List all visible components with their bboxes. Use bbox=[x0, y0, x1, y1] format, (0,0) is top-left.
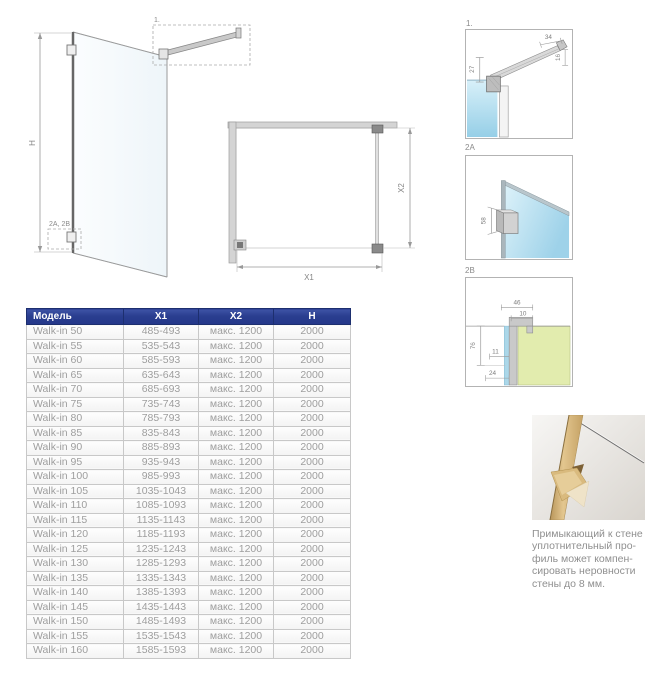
dim-label-h: H bbox=[28, 140, 37, 146]
table-row bbox=[27, 412, 351, 427]
table-cell: 1585-1593 bbox=[124, 644, 199, 659]
profile-flange bbox=[509, 317, 533, 326]
table-cell: 2000 bbox=[274, 586, 351, 601]
table-row bbox=[27, 528, 351, 543]
table-cell: макс. 1200 bbox=[199, 600, 274, 615]
dim-34: 34 bbox=[544, 33, 552, 41]
header-h: H bbox=[274, 309, 351, 325]
dim-11: 11 bbox=[492, 348, 499, 356]
table-cell: Walk-in 155 bbox=[27, 629, 124, 644]
table-cell: 2000 bbox=[274, 383, 351, 398]
table-cell: 2000 bbox=[274, 397, 351, 412]
dim-16: 16 bbox=[555, 53, 563, 62]
header-model: Модель bbox=[27, 309, 124, 325]
table-row bbox=[27, 484, 351, 499]
table-cell: макс. 1200 bbox=[199, 499, 274, 514]
table-cell: макс. 1200 bbox=[199, 368, 274, 383]
profile-photo bbox=[532, 415, 645, 520]
table-cell: Walk-in 90 bbox=[27, 441, 124, 456]
wall-bracket-bottom bbox=[67, 232, 76, 242]
detail-marker-2a2b: 2A, 2B bbox=[49, 221, 71, 228]
table-cell: 1385-1393 bbox=[124, 586, 199, 601]
table-cell: 635-643 bbox=[124, 368, 199, 383]
table-cell: Walk-in 80 bbox=[27, 412, 124, 427]
table-row bbox=[27, 441, 351, 456]
dim-58: 58 bbox=[480, 217, 488, 225]
table-cell: 2000 bbox=[274, 339, 351, 354]
table-row bbox=[27, 455, 351, 470]
table-cell: макс. 1200 bbox=[199, 528, 274, 543]
table-cell: Walk-in 95 bbox=[27, 455, 124, 470]
bar-wall-mount bbox=[236, 28, 241, 38]
glass-panel-plan bbox=[228, 122, 397, 128]
note-line: сировать неровности bbox=[532, 565, 636, 578]
detail-2a-label: 2A bbox=[465, 143, 475, 152]
table-cell: макс. 1200 bbox=[199, 484, 274, 499]
table-cell: макс. 1200 bbox=[199, 542, 274, 557]
table-cell: макс. 1200 bbox=[199, 354, 274, 369]
table-cell: Walk-in 70 bbox=[27, 383, 124, 398]
table-cell: Walk-in 85 bbox=[27, 426, 124, 441]
table-header-row bbox=[27, 309, 351, 325]
table-cell: 785-793 bbox=[124, 412, 199, 427]
table-cell: макс. 1200 bbox=[199, 455, 274, 470]
table-cell: 1235-1243 bbox=[124, 542, 199, 557]
detail-marker-1: 1. bbox=[154, 17, 160, 24]
table-cell: макс. 1200 bbox=[199, 441, 274, 456]
table-cell: 1335-1343 bbox=[124, 571, 199, 586]
table-cell: макс. 1200 bbox=[199, 586, 274, 601]
support-bar bbox=[164, 32, 237, 56]
table-cell: 2000 bbox=[274, 499, 351, 514]
table-cell: 2000 bbox=[274, 644, 351, 659]
wall-profile-note bbox=[532, 528, 668, 590]
table-cell: Walk-in 135 bbox=[27, 571, 124, 586]
table-cell: Walk-in 65 bbox=[27, 368, 124, 383]
table-cell: Walk-in 130 bbox=[27, 557, 124, 572]
table-cell: Walk-in 75 bbox=[27, 397, 124, 412]
table-cell: Walk-in 110 bbox=[27, 499, 124, 514]
note-line: филь может компен- bbox=[532, 552, 633, 565]
table-cell: 1035-1043 bbox=[124, 484, 199, 499]
detail-2b-label: 2B bbox=[465, 266, 475, 275]
table-cell: Walk-in 160 bbox=[27, 644, 124, 659]
table-cell: 2000 bbox=[274, 441, 351, 456]
dim-label-x2: X2 bbox=[397, 183, 406, 193]
dim-label-x1: X1 bbox=[304, 273, 314, 282]
glass-detail2b bbox=[504, 326, 509, 385]
table-row bbox=[27, 600, 351, 615]
table-cell: макс. 1200 bbox=[199, 557, 274, 572]
table-cell: макс. 1200 bbox=[199, 426, 274, 441]
bar-mount-plan bbox=[372, 244, 383, 253]
table-cell: макс. 1200 bbox=[199, 571, 274, 586]
support-bar-plan bbox=[376, 128, 379, 248]
table-cell: Walk-in 150 bbox=[27, 615, 124, 630]
table-cell: макс. 1200 bbox=[199, 397, 274, 412]
table-cell: 535-543 bbox=[124, 339, 199, 354]
table-cell: 2000 bbox=[274, 368, 351, 383]
table-row bbox=[27, 354, 351, 369]
table-row bbox=[27, 470, 351, 485]
table-row bbox=[27, 557, 351, 572]
header-x1: X1 bbox=[124, 309, 199, 325]
table-row bbox=[27, 426, 351, 441]
detail-2b-box bbox=[465, 277, 573, 387]
table-cell: 2000 bbox=[274, 470, 351, 485]
dim-46: 46 bbox=[513, 299, 521, 307]
dim-10: 10 bbox=[519, 310, 527, 318]
table-row bbox=[27, 383, 351, 398]
table-cell: 2000 bbox=[274, 426, 351, 441]
bar-clamp-plan bbox=[372, 125, 383, 133]
table-row bbox=[27, 397, 351, 412]
table-cell: макс. 1200 bbox=[199, 383, 274, 398]
profile-lip bbox=[527, 326, 533, 333]
wall-profile bbox=[509, 326, 517, 385]
table-cell: 1185-1193 bbox=[124, 528, 199, 543]
bar-glass-clamp bbox=[159, 49, 168, 59]
table-cell: 835-843 bbox=[124, 426, 199, 441]
table-cell: Walk-in 145 bbox=[27, 600, 124, 615]
table-cell: 1285-1293 bbox=[124, 557, 199, 572]
table-cell: 2000 bbox=[274, 629, 351, 644]
table-row bbox=[27, 571, 351, 586]
dim-76: 76 bbox=[469, 342, 477, 350]
table-cell: макс. 1200 bbox=[199, 339, 274, 354]
table-cell: 2000 bbox=[274, 325, 351, 340]
spec-table bbox=[26, 308, 351, 659]
table-cell: макс. 1200 bbox=[199, 470, 274, 485]
table-cell: Walk-in 60 bbox=[27, 354, 124, 369]
table-row bbox=[27, 629, 351, 644]
table-cell: 935-943 bbox=[124, 455, 199, 470]
glass-edge-strip bbox=[499, 86, 508, 137]
table-row bbox=[27, 542, 351, 557]
table-cell: 2000 bbox=[274, 600, 351, 615]
plan-view-drawing bbox=[220, 100, 420, 285]
table-cell: 1435-1443 bbox=[124, 600, 199, 615]
table-cell: 985-993 bbox=[124, 470, 199, 485]
table-cell: Walk-in 115 bbox=[27, 513, 124, 528]
table-row bbox=[27, 615, 351, 630]
note-line: уплотнительный про- bbox=[532, 540, 637, 553]
table-cell: 1485-1493 bbox=[124, 615, 199, 630]
table-cell: 2000 bbox=[274, 412, 351, 427]
table-row bbox=[27, 339, 351, 354]
table-row bbox=[27, 586, 351, 601]
table-cell: Walk-in 105 bbox=[27, 484, 124, 499]
table-row bbox=[27, 325, 351, 340]
table-cell: макс. 1200 bbox=[199, 644, 274, 659]
table-cell: 585-593 bbox=[124, 354, 199, 369]
table-cell: Walk-in 55 bbox=[27, 339, 124, 354]
wall-detail2b bbox=[518, 326, 570, 385]
detail-1-box bbox=[465, 29, 573, 139]
table-cell: макс. 1200 bbox=[199, 513, 274, 528]
glass-panel bbox=[73, 32, 167, 277]
table-cell: 2000 bbox=[274, 354, 351, 369]
dim-27: 27 bbox=[468, 65, 476, 73]
table-cell: 2000 bbox=[274, 615, 351, 630]
table-cell: 2000 bbox=[274, 513, 351, 528]
table-cell: Walk-in 50 bbox=[27, 325, 124, 340]
detail-1-label: 1. bbox=[466, 19, 473, 28]
wall-bracket-top bbox=[67, 45, 76, 55]
table-row bbox=[27, 499, 351, 514]
note-line: Примыкающий к стене bbox=[532, 528, 643, 540]
detail-2a-box bbox=[465, 155, 573, 260]
table-cell: 685-693 bbox=[124, 383, 199, 398]
table-cell: 1535-1543 bbox=[124, 629, 199, 644]
table-cell: 735-743 bbox=[124, 397, 199, 412]
table-cell: 485-493 bbox=[124, 325, 199, 340]
table-cell: Walk-in 125 bbox=[27, 542, 124, 557]
wall-bracket-detail2a bbox=[503, 213, 518, 234]
table-cell: макс. 1200 bbox=[199, 325, 274, 340]
table-cell: 2000 bbox=[274, 542, 351, 557]
table-cell: макс. 1200 bbox=[199, 629, 274, 644]
table-cell: макс. 1200 bbox=[199, 615, 274, 630]
table-cell: Walk-in 140 bbox=[27, 586, 124, 601]
table-cell: 1135-1143 bbox=[124, 513, 199, 528]
header-x2: X2 bbox=[199, 309, 274, 325]
table-cell: 1085-1093 bbox=[124, 499, 199, 514]
note-line: стены до 8 мм. bbox=[532, 577, 606, 590]
table-row bbox=[27, 644, 351, 659]
table-cell: 2000 bbox=[274, 571, 351, 586]
table-cell: 2000 bbox=[274, 484, 351, 499]
table-cell: Walk-in 120 bbox=[27, 528, 124, 543]
table-row bbox=[27, 513, 351, 528]
table-row bbox=[27, 368, 351, 383]
table-cell: 2000 bbox=[274, 455, 351, 470]
table-cell: 885-893 bbox=[124, 441, 199, 456]
dim-24: 24 bbox=[488, 370, 497, 378]
table-cell: Walk-in 100 bbox=[27, 470, 124, 485]
table-cell: 2000 bbox=[274, 528, 351, 543]
table-cell: 2000 bbox=[274, 557, 351, 572]
table-cell: макс. 1200 bbox=[199, 412, 274, 427]
